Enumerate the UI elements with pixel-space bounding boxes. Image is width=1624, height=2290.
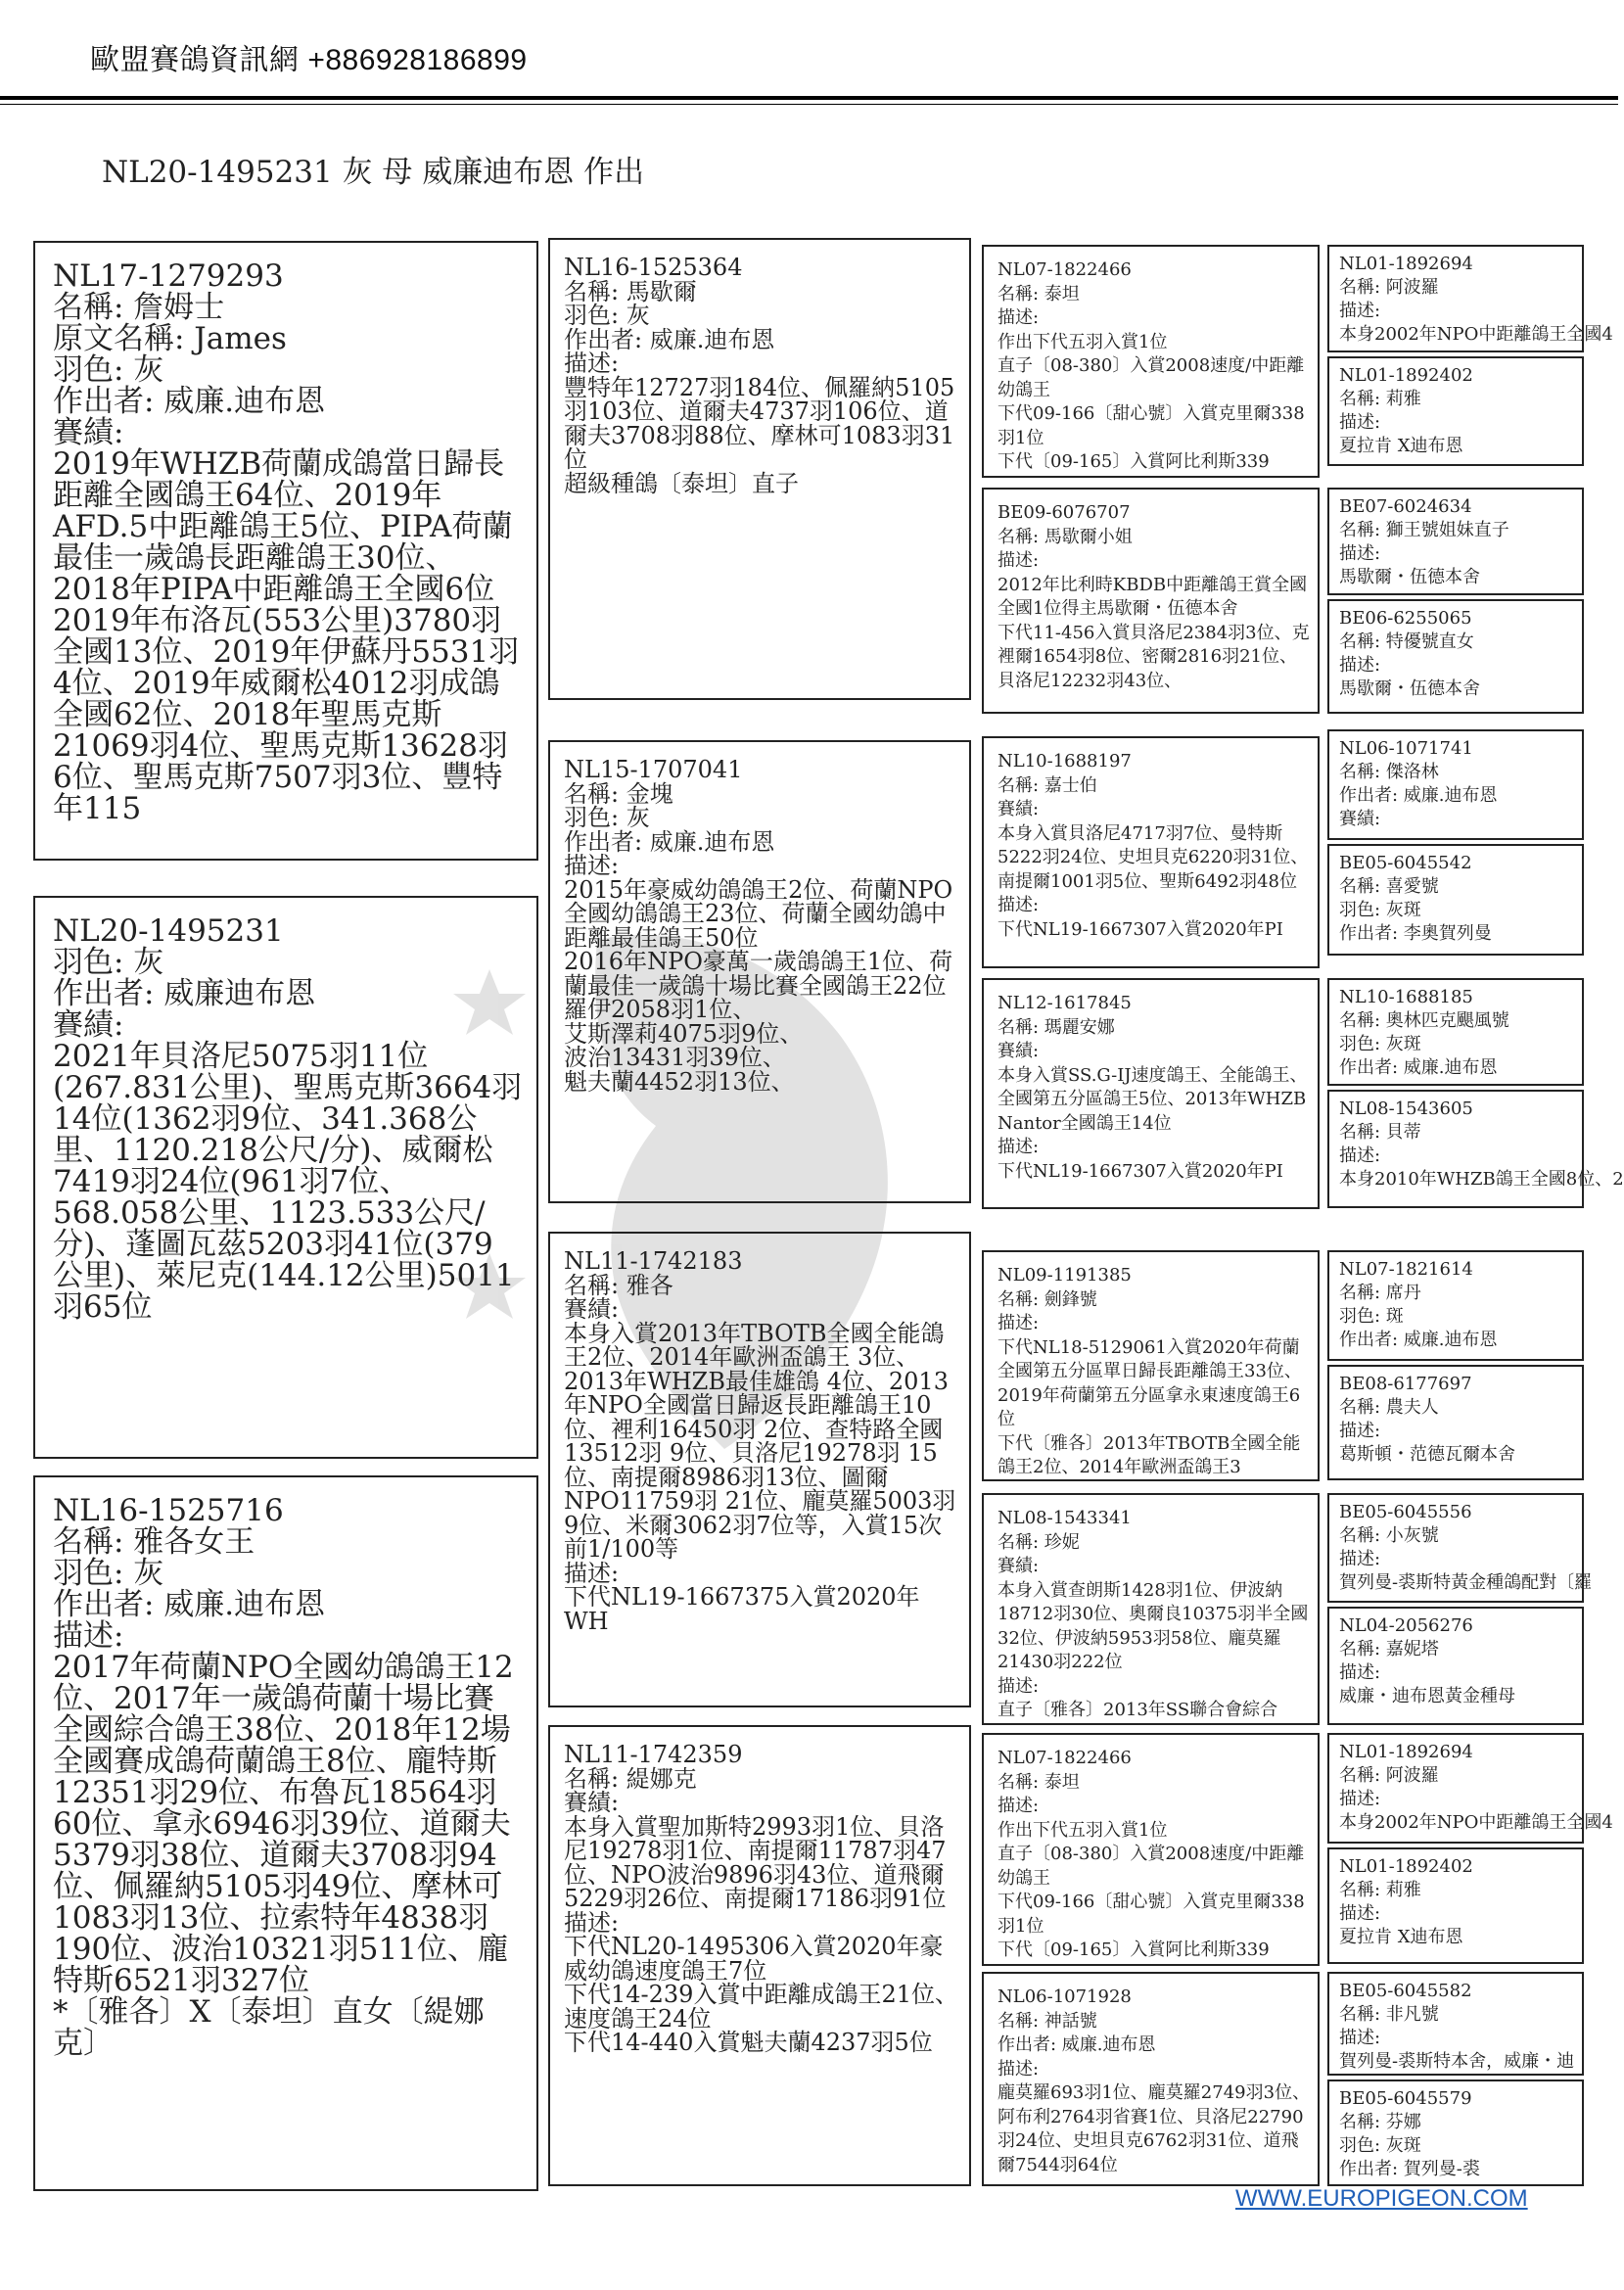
gen4-text-11: BE05-6045556 名稱: 小灰號 描述: 賀列曼-裘斯特黃金種鴿配對〔羅 [1339, 1502, 1593, 1593]
gen4-box-9 [1327, 1250, 1584, 1361]
gen2-box-2 [548, 740, 971, 1203]
gen1-subject-text: NL20-1495231 羽色: 灰 作出者: 威廉迪布恩 賽績: 2021年貝洛尼5075羽11位(267.831公里)、聖馬克斯3664羽14位(1362羽9位、341.368公里、1120.218公尺/分)、威爾松7419羽24位(961羽7位、568.058公里、1123.533公尺/分)、蓬圖瓦茲5203羽41位(379公里)、萊尼克(144.12公里)5011羽65位 [53, 913, 523, 1325]
gen3-box-6 [982, 1493, 1320, 1725]
gen3-text-5: NL09-1191385 名稱: 劍鋒號 描述: 下代NL18-5129061入賞2020年荷蘭全國第五分區單日歸長距離鴿王33位、2019年荷蘭第五分區拿永東速度鴿王6位 下代〔雅各〕2013年TBOTB全國全能鴿王2位、2014年歐洲盃鴿王3 [998, 1265, 1302, 1477]
gen3-text-7: NL07-1822466 名稱: 泰坦 描述: 作出下代五羽入賞1位 直子〔08-380〕入賞2008速度/中距離幼鴿王 下代09-166〔甜心號〕入賞克里爾338羽1位 下代〔09-165〕入賞阿比利斯339 [998, 1748, 1305, 1960]
gen3-text-1: NL07-1822466 名稱: 泰坦 描述: 作出下代五羽入賞1位 直子〔08-380〕入賞2008速度/中距離幼鴿王 下代09-166〔甜心號〕入賞克里爾338羽1位 下代〔09-165〕入賞阿比利斯339 [998, 259, 1305, 472]
gen4-box-16 [1327, 2080, 1584, 2186]
subject-line: NL20-1495231 灰 母 威廉迪布恩 作出 [102, 155, 645, 190]
gen4-box-1 [1327, 245, 1613, 352]
site-name: 歐盟賽鴿資訊網 +886928186899 [90, 44, 528, 76]
gen2-box-1 [548, 238, 971, 700]
gen4-box-12 [1327, 1607, 1584, 1725]
gen4-text-8: NL08-1543605 名稱: 貝蒂 描述: 本身2010年WHZB鴿王全國8位、2 [1339, 1098, 1624, 1190]
gen3-box-7 [982, 1733, 1320, 1966]
gen2-text-3: NL11-1742183 名稱: 雅各 賽績: 本身入賞2013年TBOTB全國全能鴿王2位、2014年歐洲盃鴿王 3位、2013年WHZB最佳雄鴿 4位、2013年NPO全國當日歸返長距離鴿王10位、裡利16450羽 2位、查特路全國13512羽 9位、貝洛尼19278羽 15位、南提爾8986羽13位、圖爾NPO11759羽 21位、龐莫羅5003羽9位、米爾3062羽7位等，入賞15次前1/100等 描述: 下代NL19-1667375入賞2020年WH [564, 1247, 956, 1635]
gen2-box-3 [548, 1232, 971, 1707]
gen4-text-1: NL01-1892694 名稱: 阿波羅 描述: 本身2002年NPO中距離鴿王全國4 [1339, 254, 1613, 345]
gen2-text-4: NL11-1742359 名稱: 緹娜克 賽績: 本身入賞聖加斯特2993羽1位、貝洛尼19278羽1位、南提爾11787羽47位、NPO波治9896羽43位、道飛爾5229羽26位、南提爾17186羽91位 描述: 下代NL20-1495306入賞2020年豪威幼鴿速度鴿王7位 下代14-239入賞中距離成鴿王21位、速度鴿王24位 下代14-440入賞魁夫蘭4237羽5位 [564, 1741, 958, 2056]
gen4-box-5 [1327, 729, 1584, 840]
gen4-box-10 [1327, 1365, 1584, 1480]
gen4-text-14: NL01-1892402 名稱: 莉雅 描述: 夏拉肯 X迪布恩 [1339, 1856, 1473, 1947]
gen1-sire-box [33, 241, 538, 861]
gen4-text-9: NL07-1821614 名稱: 席丹 羽色: 斑 作出者: 威廉.迪布恩 [1339, 1259, 1498, 1350]
gen3-box-8 [982, 1972, 1320, 2186]
footer-website-link[interactable]: WWW.EUROPIGEON.COM [1235, 2185, 1528, 2212]
gen4-box-11 [1327, 1493, 1593, 1603]
gen4-box-6 [1327, 844, 1584, 956]
gen2-text-1: NL16-1525364 名稱: 馬歇爾 羽色: 灰 作出者: 威廉.迪布恩 描述: 豐特年12727羽184位、佩羅納5105羽103位、道爾夫4737羽106位、道爾夫3708羽88位、摩林可1083羽31位 超級種鴿〔泰坦〕直子 [564, 254, 955, 497]
gen3-box-2 [982, 488, 1320, 714]
gen4-text-10: BE08-6177697 名稱: 農夫人 描述: 葛斯頓・范德瓦爾本舍 [1339, 1374, 1515, 1465]
gen3-text-3: NL10-1688197 名稱: 嘉士伯 賽績: 本身入賞貝洛尼4717羽7位、曼特斯5222羽24位、史坦貝克6220羽31位、南提爾1001羽5位、聖斯6492羽48位 描述: 下代NL19-1667307入賞2020年PI [998, 751, 1309, 940]
gen3-text-4: NL12-1617845 名稱: 瑪麗安娜 賽績: 本身入賞SS.G-IJ速度鴿王、全能鴿王、全國第五分區鴿王5位、2013年WHZB Nantor全國鴿王14位 描述: 下代NL19-1667307入賞2020年PI [998, 993, 1308, 1182]
gen4-box-3 [1327, 488, 1584, 595]
gen1-dam-text: NL16-1525716 名稱: 雅各女王 羽色: 灰 作出者: 威廉.迪布恩 描述: 2017年荷蘭NPO全國幼鴿鴿王12位、2017年一歲鴿荷蘭十場比賽全國綜合鴿王38位、2018年12場全國賽成鴿荷蘭鴿王8位、龐特斯12351羽29位、布魯瓦18564羽60位、拿永6946羽39位、道爾夫5379羽38位、道爾夫3708羽94位、佩羅納5105羽49位、摩林可1083羽13位、拉索特年4838羽190位、波治10321羽511位、龐特斯6521羽327位 *〔雅各〕X〔泰坦〕直女〔緹娜克〕 [53, 1493, 514, 2061]
gen3-text-6: NL08-1543341 名稱: 珍妮 賽績: 本身入賞查朗斯1428羽1位、伊波納18712羽30位、奧爾良10375羽半全國32位、伊波納5953羽58位、龐莫羅21430羽222位 描述: 直子〔雅各〕2013年SS聯合會綜合 [998, 1508, 1309, 1720]
gen4-box-15 [1327, 1972, 1584, 2076]
gen4-text-5: NL06-1071741 名稱: 傑洛林 作出者: 威廉.迪布恩 賽績: [1339, 738, 1498, 829]
gen3-box-3 [982, 736, 1320, 968]
gen2-box-4 [548, 1725, 971, 2186]
gen3-text-8: NL06-1071928 名稱: 神話號 作出者: 威廉.迪布恩 描述: 龐莫羅693羽1位、龐莫羅2749羽3位、阿布利2764羽省賽1位、貝洛尼22790羽24位、史坦貝克6762羽31位、道飛爾7544羽64位 [998, 1986, 1311, 2175]
gen1-sire-text: NL17-1279293 名稱: 詹姆士 原文名稱: James 羽色: 灰 作出者: 威廉.迪布恩 賽績: 2019年WHZB荷蘭成鴿當日歸長距離全國鴿王64位、2019年AFD.5中距離鴿王5位、PIPA荷蘭最佳一歲鴿長距離鴿王30位、2018年PIPA中距離鴿王全國6位 2019年布洛瓦(553公里)3780羽全國13位、2019年伊蘇丹5531羽4位、2019年威爾松4012羽成鴿全國62位、2018年聖馬克斯21069羽4位、聖馬克斯13628羽6位、聖馬克斯7507羽3位、豐特年115 [53, 258, 520, 826]
gen4-box-13 [1327, 1733, 1613, 1844]
gen1-subject-box [33, 896, 538, 1459]
gen4-text-12: NL04-2056276 名稱: 嘉妮塔 描述: 威廉・迪布恩黃金種母 [1339, 1615, 1515, 1706]
gen4-box-8 [1327, 1090, 1624, 1208]
gen4-box-2 [1327, 356, 1584, 466]
gen3-text-2: BE09-6076707 名稱: 馬歇爾小姐 描述: 2012年比利時KBDB中距離鴿王賞全國全國1位得主馬歇爾・伍德本舍 下代11-456入賞貝洛尼2384羽3位、克裡爾1654羽8位、密爾2816羽21位、貝洛尼12232羽43位、 [998, 502, 1310, 691]
gen1-dam-box [33, 1475, 538, 2191]
gen4-box-4 [1327, 599, 1584, 714]
gen4-text-15: BE05-6045582 名稱: 非凡號 描述: 賀列曼-裘斯特本舍，威廉・迪 [1339, 1981, 1575, 2072]
gen4-text-3: BE07-6024634 名稱: 獅王號姐妹直子 描述: 馬歇爾・伍德本舍 [1339, 496, 1509, 587]
header-rule-thick [0, 96, 1618, 100]
gen4-text-4: BE06-6255065 名稱: 特優號直女 描述: 馬歇爾・伍德本舍 [1339, 608, 1480, 699]
gen3-box-5 [982, 1250, 1320, 1481]
gen4-text-2: NL01-1892402 名稱: 莉雅 描述: 夏拉肯 X迪布恩 [1339, 365, 1473, 456]
gen4-box-7 [1327, 978, 1584, 1086]
gen3-box-4 [982, 978, 1320, 1209]
gen3-box-1 [982, 245, 1320, 478]
gen4-text-7: NL10-1688185 名稱: 奧林匹克颶風號 羽色: 灰斑 作出者: 威廉.迪布恩 [1339, 987, 1509, 1078]
gen4-text-16: BE05-6045579 名稱: 芬娜 羽色: 灰斑 作出者: 賀列曼-裘 [1339, 2088, 1480, 2179]
gen4-text-13: NL01-1892694 名稱: 阿波羅 描述: 本身2002年NPO中距離鴿王全國4 [1339, 1742, 1613, 1833]
gen4-box-14 [1327, 1847, 1584, 1964]
gen4-text-6: BE05-6045542 名稱: 喜愛號 羽色: 灰斑 作出者: 李奧賀列曼 [1339, 853, 1492, 944]
header-rule-thin [0, 104, 1618, 105]
gen2-text-2: NL15-1707041 名稱: 金塊 羽色: 灰 作出者: 威廉.迪布恩 描述: 2015年豪威幼鴿鴿王2位、荷蘭NPO全國幼鴿鴿王23位、荷蘭全國幼鴿中距離最佳鴿王50位 2016年NPO豪萬一歲鴿鴿王1位、荷蘭最佳一歲鴿十場比賽全國鴿王22位 羅伊2058羽1位、 艾斯澤莉4075羽9位、 波治13431羽39位、 魁夫蘭4452羽13位、 [564, 756, 953, 1096]
